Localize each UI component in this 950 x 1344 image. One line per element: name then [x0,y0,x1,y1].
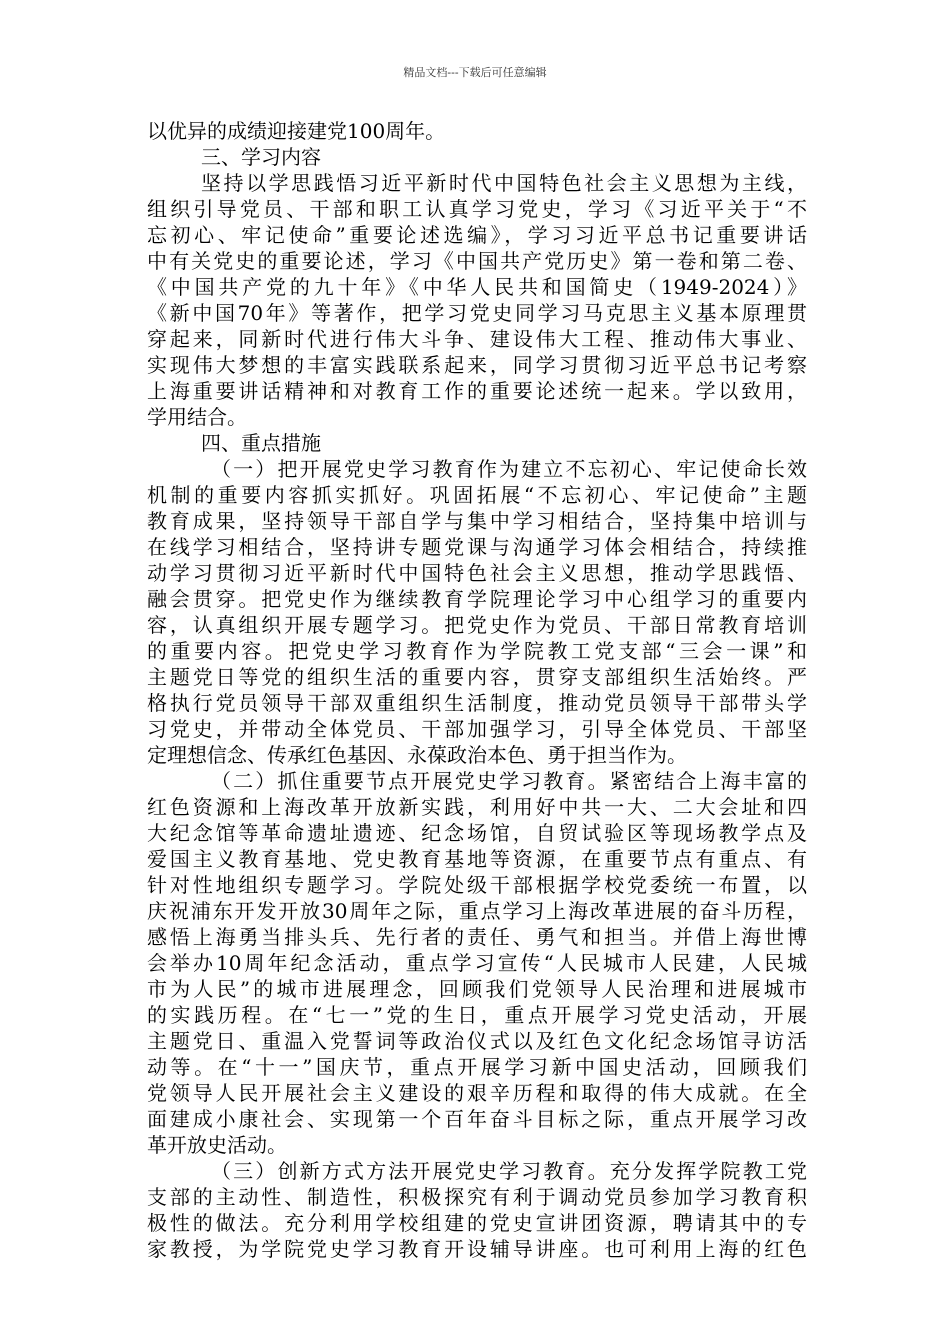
text-line: 穿起来，同新时代进行伟大斗争、建设伟大工程、推动伟大事业、 [147,327,807,351]
section-heading: 三、学习内容 [201,145,321,169]
page-header: 精品文档---下载后可任意编辑 [403,66,547,79]
text-line: 大纪念馆等革命遗址遗迹、纪念场馆，自贸试验区等现场教学点及 [147,821,807,845]
text-line: 动学习贯彻习近平新时代中国特色社会主义思想，推动学思践悟、 [147,561,807,585]
text-line: 坚持以学思践悟习近平新时代中国特色社会主义思想为主线， [201,171,807,195]
text-line: （二）抓住重要节点开展党史学习教育。紧密结合上海丰富的 [211,769,807,793]
text-line: 市为人民”的城市进展理念，回顾我们党领导人民治理和进展城市 [147,977,807,1001]
text-line: 实现伟大梦想的丰富实践联系起来，同学习贯彻习近平总书记考察 [147,353,807,377]
text-line: （三）创新方式方法开展党史学习教育。充分发挥学院教工党 [211,1159,807,1183]
text-line: 主题党日等党的组织生活的重要内容，贯穿支部组织生活始终。严 [147,665,807,689]
text-line: 定理想信念、传承红色基因、永葆政治本色、勇于担当作为。 [147,743,687,767]
text-line: 面建成小康社会、实现第一个百年奋斗目标之际，重点开展学习改 [147,1107,807,1131]
text-line: 《新中国70年》等著作，把学习党史同学习马克思主义基本原理贯 [147,301,807,325]
text-line: 上海重要讲话精神和对教育工作的重要论述统一起来。学以致用， [147,379,807,403]
text-line: 《中国共产党的九十年》《中华人民共和国简史（1949-2024）》 [147,275,807,299]
text-line: 以优异的成绩迎接建党100周年。 [147,119,446,143]
text-line: 的实践历程。在“七一”党的生日，重点开展学习党史活动，开展 [147,1003,807,1027]
text-line: 在线学习相结合，坚持讲专题党课与沟通学习体会相结合，持续推 [147,535,807,559]
text-line: 格执行党员领导干部双重组织生活制度，推动党员领导干部带头学 [147,691,807,715]
text-line: 组织引导党员、干部和职工认真学习党史，学习《习近平关于“不 [147,197,807,221]
text-line: 感悟上海勇当排头兵、先行者的责任、勇气和担当。并借上海世博 [147,925,807,949]
text-line: 庆祝浦东开发开放30周年之际，重点学习上海改革进展的奋斗历程， [147,899,807,923]
text-line: 忘初心、牢记使命”重要论述选编》，学习习近平总书记重要讲话 [147,223,807,247]
text-line: 机制的重要内容抓实抓好。巩固拓展“不忘初心、牢记使命”主题 [147,483,807,507]
text-line: 会举办10周年纪念活动，重点学习宣传“人民城市人民建，人民城 [147,951,807,975]
text-line: 红色资源和上海改革开放新实践，利用好中共一大、二大会址和四 [147,795,807,819]
text-line: 主题党日、重温入党誓词等政治仪式以及红色文化纪念场馆寻访活 [147,1029,807,1053]
text-line: 革开放史活动。 [147,1133,287,1157]
text-line: 针对性地组织专题学习。学院处级干部根据学校党委统一布置，以 [147,873,807,897]
text-line: 动等。在“十一”国庆节，重点开展学习新中国史活动，回顾我们 [147,1055,807,1079]
text-line: 家教授，为学院党史学习教育开设辅导讲座。也可利用上海的红色 [147,1237,807,1261]
text-line: 融会贯穿。把党史作为继续教育学院理论学习中心组学习的重要内 [147,587,807,611]
text-line: 中有关党史的重要论述，学习《中国共产党历史》第一卷和第二卷、 [147,249,807,273]
text-line: 的重要内容。把党史学习教育作为学院教工党支部“三会一课”和 [147,639,807,663]
text-line: 教育成果，坚持领导干部自学与集中学习相结合，坚持集中培训与 [147,509,807,533]
section-heading: 四、重点措施 [201,431,321,455]
text-line: 党领导人民开展社会主义建设的艰辛历程和取得的伟大成就。在全 [147,1081,807,1105]
text-line: 极性的做法。充分利用学校组建的党史宣讲团资源，聘请其中的专 [147,1211,807,1235]
text-line: 容，认真组织开展专题学习。把党史作为党员、干部日常教育培训 [147,613,807,637]
text-line: （一）把开展党史学习教育作为建立不忘初心、牢记使命长效 [211,457,807,481]
document-body [147,118,807,1262]
text-line: 习党史，并带动全体党员、干部加强学习，引导全体党员、干部坚 [147,717,807,741]
text-line: 学用结合。 [147,405,247,429]
text-line: 支部的主动性、制造性，积极探究有利于调动党员参加学习教育积 [147,1185,807,1209]
text-line: 爱国主义教育基地、党史教育基地等资源，在重要节点有重点、有 [147,847,807,871]
